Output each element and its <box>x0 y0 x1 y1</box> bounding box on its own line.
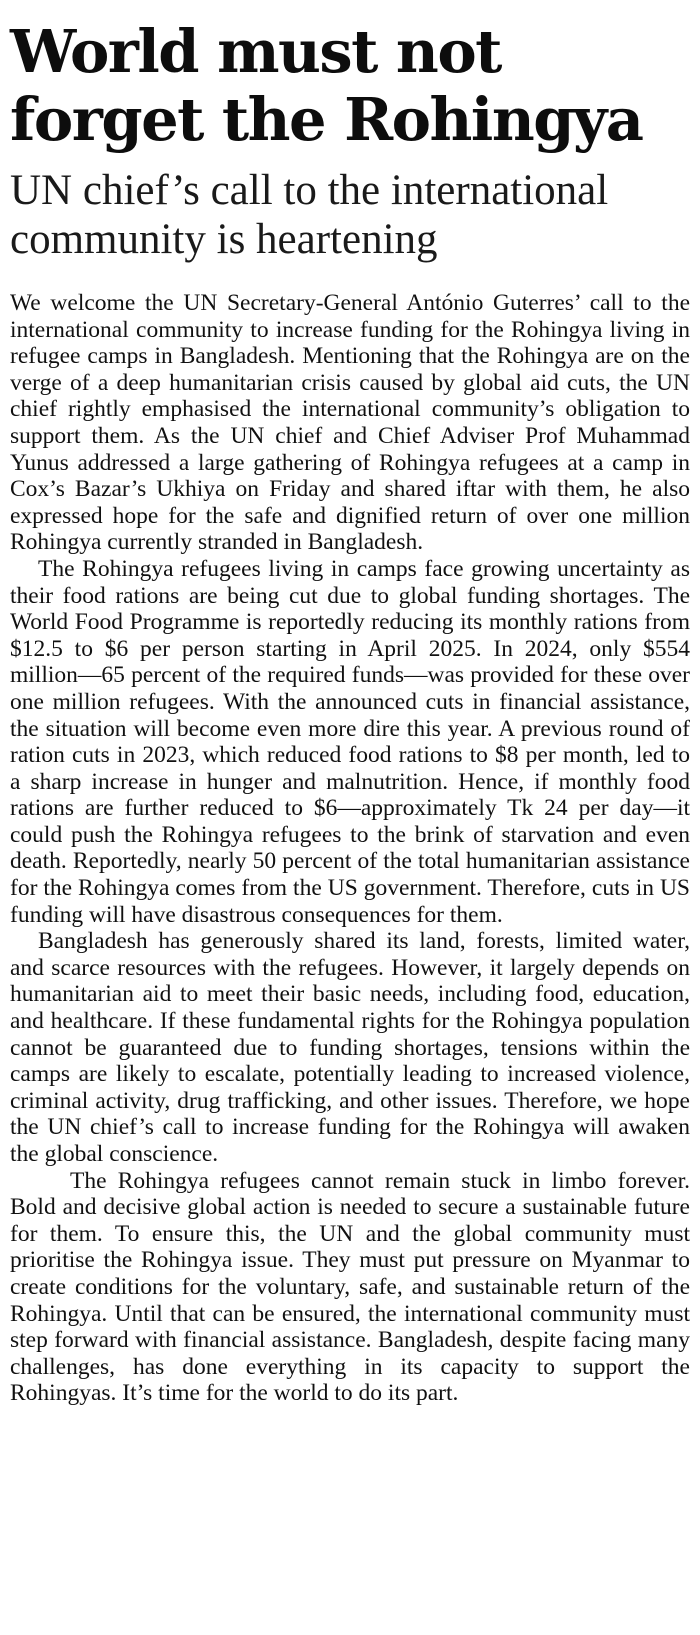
headline: World must not forget the Rohingya <box>10 17 643 154</box>
paragraph-2: The Rohingya refugees living in camps face growing uncertainty as their food rations are being cut due to global funding shortages. The World Food Programme is reportedly reducing its monthly rations from $12.5 to $6 per person starting in April 2025. In 2024, only $554 million—65 percent of the required funds—was provided for these over one million refugees. With the announced cuts in financial assistance, the situation will become even more dire this year. A previous round of ration cuts in 2023, which reduced food rations to $8 per month, led to a sharp increase in hunger and malnutrition. Hence, if monthly food rations are further reduced to $6—approximately Tk 24 per day—it could push the Rohingya refugees to the brink of starvation and even death. Reportedly, nearly 50 percent of the total humanitarian assistance for the Rohingya comes from the US government. Therefore, cuts in US funding will have disastrous consequences for them. <box>10 555 690 928</box>
paragraph-3: Bangladesh has generously shared its land, forests, limited water, and scarce resources with the refugees. However, it largely depends on humanitarian aid to meet their basic needs, including food, education, and healthcare. If these fundamental rights for the Rohingya population cannot be guaranteed due to funding shortages, tensions within the camps are likely to escalate, potentially leading to increased violence, criminal activity, drug trafficking, and other issues. Therefore, we hope the UN chief’s call to increase funding for the Rohingya will awaken the global conscience. <box>10 928 690 1167</box>
paragraph-4: The Rohingya refugees cannot remain stuck in limbo forever. Bold and decisive global action is needed to secure a sustainable future for them. To ensure this, the UN and the global community must prioritise the Rohingya issue. They must put pressure on Myanmar to create conditions for the voluntary, safe, and sustainable return of the Rohingya. Until that can be ensured, the international community must step forward with financial assistance. Bangladesh, despite facing many challenges, has done everything in its capacity to support the Rohingyas. It’s time for the world to do its part. <box>10 1167 690 1407</box>
paragraph-1: We welcome the UN Secretary-General António Guterres’ call to the international community to increase funding for the Rohingya living in refugee camps in Bangladesh. Mentioning that the Rohingya are on the verge of a deep humanitarian crisis caused by global aid cuts, the UN chief rightly emphasised the international community’s obligation to support them. As the UN chief and Chief Adviser Prof Muhammad Yunus addressed a large gathering of Rohingya refugees at a camp in Cox’s Bazar’s Ukhiya on Friday and shared iftar with them, he also expressed hope for the safe and dignified return of over one million Rohingya currently stranded in Bangladesh. <box>10 290 690 556</box>
subheadline: UN chief’s call to the international community is heartening <box>10 167 609 263</box>
article-body <box>10 290 690 1407</box>
